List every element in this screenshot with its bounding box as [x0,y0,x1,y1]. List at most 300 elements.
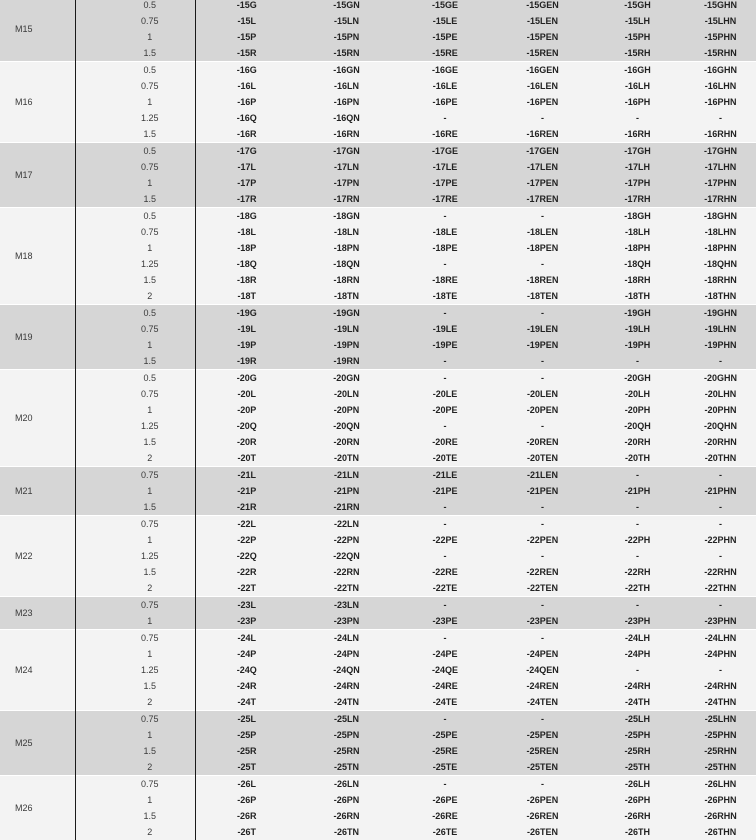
part-code-cell: -16LE [395,78,495,94]
part-code-cell: -22T [195,580,298,597]
part-code-cell: -22TEN [495,580,590,597]
part-code-cell: -20GHN [685,370,756,387]
part-code-cell: -24QEN [495,662,590,678]
spacer-cell [75,272,105,288]
spacer-cell [75,434,105,450]
part-code-cell: -26TH [590,824,685,840]
part-code-cell: -22R [195,564,298,580]
part-code-cell: - [495,353,590,370]
table-row [0,159,756,175]
thread-size-cell: M17 [0,143,75,208]
pitch-cell: 1.25 [105,662,195,678]
part-code-cell: - [395,110,495,126]
part-code-cell: -17P [195,175,298,191]
pitch-cell: 0.75 [105,711,195,728]
part-code-cell: -17PE [395,175,495,191]
spacer-cell [75,564,105,580]
pitch-cell: 1 [105,727,195,743]
part-code-cell: -24R [195,678,298,694]
part-code-cell: -24PE [395,646,495,662]
spacer-cell [75,630,105,647]
part-code-cell: -22Q [195,548,298,564]
table-row [0,564,756,580]
part-code-cell: -20P [195,402,298,418]
pitch-cell: 2 [105,824,195,840]
part-code-cell: - [395,256,495,272]
pitch-cell: 0.75 [105,776,195,793]
part-code-cell: -26RHN [685,808,756,824]
spacer-cell [75,402,105,418]
spacer-cell [75,175,105,191]
pitch-cell: 1 [105,240,195,256]
table-row [0,353,756,370]
part-code-cell: -15RHN [685,45,756,62]
part-code-cell: - [495,776,590,793]
part-code-cell: -24P [195,646,298,662]
part-code-cell: -26LN [298,776,395,793]
part-code-cell: -18QH [590,256,685,272]
spacer-cell [75,337,105,353]
part-code-cell: - [685,597,756,614]
part-code-cell: - [395,630,495,647]
part-code-cell: -25P [195,727,298,743]
part-code-cell: -17LEN [495,159,590,175]
part-code-cell: -17L [195,159,298,175]
part-code-cell: -18Q [195,256,298,272]
part-code-cell: - [495,256,590,272]
part-code-cell: -25L [195,711,298,728]
thread-size-cell: M18 [0,208,75,305]
part-code-cell: -18GHN [685,208,756,225]
part-code-cell: -24TEN [495,694,590,711]
part-code-cell: -19LEN [495,321,590,337]
thread-size-cell: M24 [0,630,75,711]
part-code-cell: -19LN [298,321,395,337]
part-code-cell: -15GE [395,0,495,13]
part-code-cell: -21LEN [495,467,590,484]
part-code-cell: -19LE [395,321,495,337]
part-code-cell: -23PEN [495,613,590,630]
thread-size-cell: M20 [0,370,75,467]
part-code-cell: -26T [195,824,298,840]
part-code-cell: - [495,630,590,647]
part-code-cell: -15P [195,29,298,45]
part-code-cell: -18REN [495,272,590,288]
part-code-cell: - [590,597,685,614]
part-code-cell: - [395,516,495,533]
spacer-cell [75,353,105,370]
table-row [0,29,756,45]
part-code-cell: -24REN [495,678,590,694]
part-code-cell: -25LN [298,711,395,728]
pitch-cell: 1 [105,483,195,499]
part-code-cell: -22RH [590,564,685,580]
table-row [0,0,756,13]
part-code-cell: -16RH [590,126,685,143]
part-code-cell: -19R [195,353,298,370]
part-code-cell: -20RN [298,434,395,450]
part-code-cell: -24T [195,694,298,711]
part-code-cell: -20R [195,434,298,450]
part-code-cell: - [395,418,495,434]
part-code-cell: -16REN [495,126,590,143]
spacer-cell [75,727,105,743]
part-code-cell: -16LN [298,78,395,94]
part-code-cell: -19LHN [685,321,756,337]
spacer-cell [75,808,105,824]
part-code-cell: -18TH [590,288,685,305]
pitch-cell: 1.5 [105,499,195,516]
part-code-cell: -16PEN [495,94,590,110]
part-code-cell: -18LN [298,224,395,240]
part-code-cell: -24TN [298,694,395,711]
part-code-cell: -16GE [395,62,495,79]
part-code-cell: -16PE [395,94,495,110]
spacer-cell [75,597,105,614]
part-code-cell: - [685,467,756,484]
part-code-cell: -19GH [590,305,685,322]
part-code-cell: -21LN [298,467,395,484]
part-code-cell: -20LHN [685,386,756,402]
part-code-cell: -15PEN [495,29,590,45]
spacer-cell [75,288,105,305]
part-code-cell: -26TEN [495,824,590,840]
part-code-cell: -22L [195,516,298,533]
part-code-cell: -15R [195,45,298,62]
spacer-cell [75,13,105,29]
spacer-cell [75,224,105,240]
part-code-cell: -19PEN [495,337,590,353]
spacer-cell [75,159,105,175]
part-code-cell: -22PEN [495,532,590,548]
part-code-cell: -26RE [395,808,495,824]
spacer-cell [75,499,105,516]
part-code-cell: -17PH [590,175,685,191]
part-code-cell: -21PEN [495,483,590,499]
spacer-cell [75,143,105,160]
pitch-cell: 0.5 [105,62,195,79]
pitch-cell: 1.5 [105,434,195,450]
part-code-cell: -20PH [590,402,685,418]
part-code-cell: -16Q [195,110,298,126]
part-code-cell: -21L [195,467,298,484]
table-row [0,110,756,126]
pitch-cell: 0.75 [105,159,195,175]
spacer-cell [75,0,105,13]
pitch-cell: 2 [105,580,195,597]
part-code-cell: -20Q [195,418,298,434]
part-code-cell: -17G [195,143,298,160]
table-row [0,208,756,225]
table-row [0,824,756,840]
table-row [0,126,756,143]
part-code-cell: - [590,353,685,370]
part-code-cell: - [590,110,685,126]
pitch-cell: 1 [105,402,195,418]
part-code-cell: - [395,711,495,728]
spacer-cell [75,126,105,143]
part-code-cell: -19PHN [685,337,756,353]
table-row [0,288,756,305]
part-code-cell: -16PH [590,94,685,110]
part-code-cell: -25PE [395,727,495,743]
part-code-cell: -20TN [298,450,395,467]
part-code-cell: - [685,110,756,126]
part-code-cell: -25T [195,759,298,776]
part-code-cell: -22TN [298,580,395,597]
pitch-cell: 2 [105,288,195,305]
part-code-cell: -20QHN [685,418,756,434]
part-code-cell: -25PHN [685,727,756,743]
part-code-cell: -22THN [685,580,756,597]
part-code-cell: -22P [195,532,298,548]
table-row [0,13,756,29]
thread-size-cell: M15 [0,0,75,62]
table-row [0,711,756,728]
part-code-cell: -22PHN [685,532,756,548]
part-code-cell: -17R [195,191,298,208]
part-code-cell: -16RHN [685,126,756,143]
part-code-cell: -18GN [298,208,395,225]
pitch-cell: 1 [105,29,195,45]
part-code-cell: -17LN [298,159,395,175]
pitch-cell: 0.5 [105,305,195,322]
pitch-cell: 0.75 [105,321,195,337]
part-code-cell: -15PH [590,29,685,45]
part-code-cell: -24LH [590,630,685,647]
part-code-cell: -15L [195,13,298,29]
part-code-cell: -18QHN [685,256,756,272]
part-code-cell: -15GEN [495,0,590,13]
part-code-cell: -20T [195,450,298,467]
part-code-cell: - [495,305,590,322]
part-code-cell: -20TH [590,450,685,467]
part-code-cell: -22TH [590,580,685,597]
table-row [0,613,756,630]
table-row [0,580,756,597]
part-code-cell: -17PHN [685,175,756,191]
pitch-cell: 2 [105,450,195,467]
part-code-cell: -17REN [495,191,590,208]
part-code-cell: - [395,548,495,564]
part-code-cell: - [395,305,495,322]
part-code-cell: -26PN [298,792,395,808]
part-code-cell: - [495,499,590,516]
pitch-cell: 0.5 [105,0,195,13]
table-row [0,776,756,793]
part-code-cell: -23PN [298,613,395,630]
pitch-cell: 1.25 [105,548,195,564]
table-row [0,662,756,678]
part-code-cell: - [685,516,756,533]
spacer-cell [75,483,105,499]
part-code-cell: -15PN [298,29,395,45]
spacer-cell [75,662,105,678]
spacer-cell [75,240,105,256]
part-code-cell: -26REN [495,808,590,824]
part-code-cell: -23L [195,597,298,614]
part-code-cell: -26PHN [685,792,756,808]
table-row [0,386,756,402]
part-code-cell: -24PH [590,646,685,662]
table-row [0,337,756,353]
pitch-cell: 1.5 [105,191,195,208]
part-code-cell: -19LH [590,321,685,337]
part-code-cell: -24RH [590,678,685,694]
spacer-cell [75,78,105,94]
part-code-cell: -18TE [395,288,495,305]
part-code-cell: -26TE [395,824,495,840]
part-code-cell: -17GE [395,143,495,160]
table-row [0,418,756,434]
part-code-cell: -18PH [590,240,685,256]
part-code-cell: - [590,662,685,678]
part-code-cell: -24RE [395,678,495,694]
part-code-cell: -15LEN [495,13,590,29]
thread-size-cell: M19 [0,305,75,370]
part-code-cell: - [590,516,685,533]
part-code-cell: -22RHN [685,564,756,580]
spacer-cell [75,759,105,776]
part-code-cell: -24Q [195,662,298,678]
table-row [0,499,756,516]
pitch-cell: 0.75 [105,467,195,484]
part-code-cell: -15LE [395,13,495,29]
part-code-cell: -20REN [495,434,590,450]
spacer-cell [75,824,105,840]
table-row [0,808,756,824]
pitch-cell: 0.75 [105,516,195,533]
part-code-cell: -25TEN [495,759,590,776]
part-code-cell: -16P [195,94,298,110]
pitch-cell: 2 [105,694,195,711]
part-code-cell: -16GEN [495,62,590,79]
table-row [0,548,756,564]
pitch-cell: 1 [105,646,195,662]
part-code-cell: -26THN [685,824,756,840]
part-code-cell: -26RN [298,808,395,824]
table-row [0,434,756,450]
table-row [0,630,756,647]
part-code-cell: -20RH [590,434,685,450]
part-code-cell: -19PE [395,337,495,353]
part-code-cell: - [395,353,495,370]
part-code-cell: -18PHN [685,240,756,256]
part-code-cell: -22QN [298,548,395,564]
part-code-cell: -24LHN [685,630,756,647]
part-code-cell: -24QN [298,662,395,678]
part-code-cell: -22RN [298,564,395,580]
part-code-cell: -20RE [395,434,495,450]
part-code-cell: -24THN [685,694,756,711]
part-code-cell: -20GN [298,370,395,387]
table-row [0,727,756,743]
table-row [0,759,756,776]
table-row [0,224,756,240]
part-code-cell: -25RH [590,743,685,759]
part-code-cell: -20LE [395,386,495,402]
part-code-cell: -25RN [298,743,395,759]
table-row [0,597,756,614]
spacer-cell [75,208,105,225]
pitch-cell: 1.25 [105,256,195,272]
part-code-cell: -18RE [395,272,495,288]
part-code-cell: -26PEN [495,792,590,808]
spacer-cell [75,62,105,79]
part-code-cell: -16QN [298,110,395,126]
pitch-cell: 0.5 [105,143,195,160]
part-code-cell: -19PN [298,337,395,353]
pitch-cell: 0.75 [105,13,195,29]
part-code-cell: -16R [195,126,298,143]
part-code-cell: -25LHN [685,711,756,728]
part-code-cell: -23PE [395,613,495,630]
table-row [0,62,756,79]
part-code-cell: -18TN [298,288,395,305]
part-code-cell: -24RHN [685,678,756,694]
part-code-cell: -17GHN [685,143,756,160]
thread-size-cell: M25 [0,711,75,776]
spacer-cell [75,256,105,272]
table-row [0,402,756,418]
part-code-cell: - [395,597,495,614]
part-code-cell: -17RH [590,191,685,208]
pitch-cell: 1 [105,175,195,191]
part-code-cell: -26P [195,792,298,808]
part-code-cell: -23P [195,613,298,630]
part-code-cell: -21P [195,483,298,499]
table-row [0,143,756,160]
part-code-cell: -23PH [590,613,685,630]
spacer-cell [75,321,105,337]
pitch-cell: 1 [105,94,195,110]
table-row [0,305,756,322]
part-code-cell: -18LE [395,224,495,240]
part-code-cell: -21PHN [685,483,756,499]
table-row [0,94,756,110]
part-code-cell: -19GHN [685,305,756,322]
spacer-cell [75,467,105,484]
table-row [0,321,756,337]
table-row [0,678,756,694]
part-code-cell: -20GH [590,370,685,387]
part-code-cell: -24LN [298,630,395,647]
part-code-cell: -25TN [298,759,395,776]
part-code-cell: -20L [195,386,298,402]
part-code-cell: -16LH [590,78,685,94]
part-code-cell: - [395,776,495,793]
pitch-cell: 2 [105,759,195,776]
part-code-cell: -25PN [298,727,395,743]
part-code-cell: -22LN [298,516,395,533]
part-code-cell: -21PE [395,483,495,499]
spacer-cell [75,370,105,387]
table-row [0,450,756,467]
part-code-cell: -25PH [590,727,685,743]
part-code-cell: -25LH [590,711,685,728]
part-code-cell: -18LEN [495,224,590,240]
part-code-cell: - [495,597,590,614]
part-code-cell: -15PE [395,29,495,45]
part-code-cell: -17RHN [685,191,756,208]
part-code-cell: -21PH [590,483,685,499]
part-code-cell: -25R [195,743,298,759]
part-code-cell: - [495,370,590,387]
pitch-cell: 0.75 [105,78,195,94]
part-code-cell: -20QH [590,418,685,434]
part-code-cell: -20PE [395,402,495,418]
part-code-cell: - [395,370,495,387]
